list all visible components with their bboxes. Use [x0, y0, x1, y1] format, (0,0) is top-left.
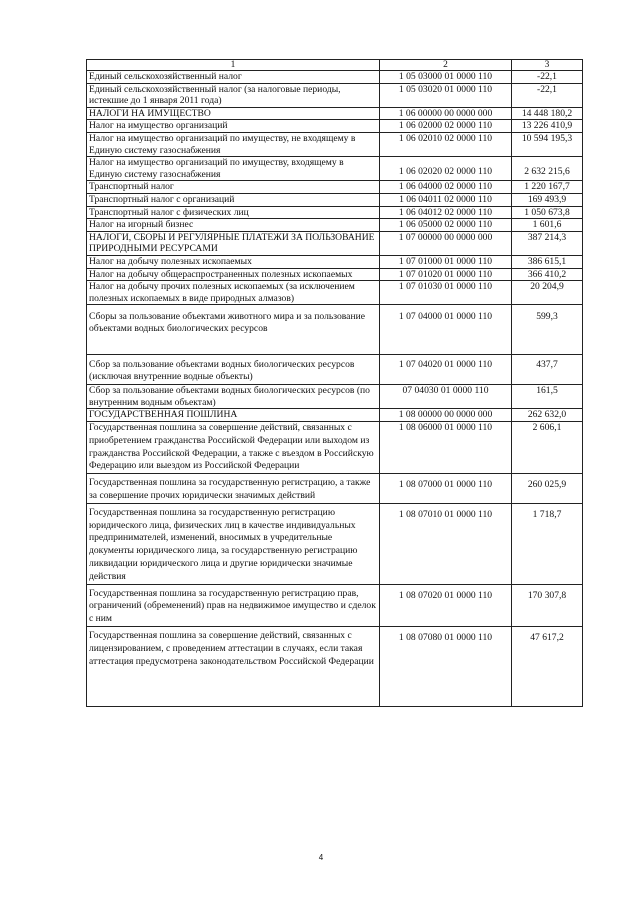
- row-name: Государственная пошлина за совершение действий, связанных с лицензированием, с проведением аттестации в случаях, если такая аттестация предусмотрена законодательством Российской Федерации: [87, 627, 380, 707]
- row-name: Налог на добычу полезных ископаемых: [87, 255, 380, 268]
- row-name: Государственная пошлина за государственную регистрацию прав, ограничений (обременений) прав на недвижимое имущество и сделок с ним: [87, 584, 380, 626]
- row-code: 1 06 02000 02 0000 110: [380, 120, 512, 133]
- row-value: 387 214,3: [512, 231, 583, 255]
- row-name: Налог на игорный бизнес: [87, 219, 380, 232]
- table-row: [87, 83, 583, 107]
- table-row: [87, 255, 583, 268]
- table-row: [87, 422, 583, 474]
- row-code: 1 06 05000 02 0000 110: [380, 219, 512, 232]
- table-row: [87, 627, 583, 707]
- row-name: ГОСУДАРСТВЕННАЯ ПОШЛИНА: [87, 409, 380, 422]
- row-name: НАЛОГИ НА ИМУЩЕСТВО: [87, 107, 380, 120]
- row-value: 14 448 180,2: [512, 107, 583, 120]
- row-value: 437,7: [512, 355, 583, 385]
- row-code: 1 08 06000 01 0000 110: [380, 422, 512, 474]
- row-value: 161,5: [512, 385, 583, 409]
- header-col-1: 1: [87, 60, 380, 71]
- row-code: 1 07 01020 01 0000 110: [380, 268, 512, 281]
- row-name: Налог на добычу общераспространенных полезных ископаемых: [87, 268, 380, 281]
- row-code: 1 07 01000 01 0000 110: [380, 255, 512, 268]
- row-name: Государственная пошлина за совершение действий, связанных с приобретением гражданства Российской Федерации или выходом из гражданства Российской Федерации, а также с въездом в Российскую Федерацию или выездом из Российской Федерации: [87, 422, 380, 474]
- row-code: 1 05 03000 01 0000 110: [380, 71, 512, 84]
- row-code: 1 07 00000 00 0000 000: [380, 231, 512, 255]
- row-value: 366 410,2: [512, 268, 583, 281]
- row-name: НАЛОГИ, СБОРЫ И РЕГУЛЯРНЫЕ ПЛАТЕЖИ ЗА ПОЛЬЗОВАНИЕ ПРИРОДНЫМИ РЕСУРСАМИ: [87, 231, 380, 255]
- row-code: 1 07 04000 01 0000 110: [380, 305, 512, 355]
- row-name: Транспортный налог: [87, 181, 380, 194]
- row-value: 262 632,0: [512, 409, 583, 422]
- row-code: 1 06 02020 02 0000 110: [380, 157, 512, 181]
- row-name: Государственная пошлина за государственную регистрацию юридического лица, физических лиц в качестве индивидуальных предпринимателей, изменений, вносимых в учредительные документы юридического лица, за государственную регистрацию ликвидации юридического лица и другие юридически значимые действия: [87, 503, 380, 584]
- table-row: [87, 157, 583, 181]
- budget-revenue-table: [86, 59, 583, 707]
- row-value: 386 615,1: [512, 255, 583, 268]
- row-code: 07 04030 01 0000 110: [380, 385, 512, 409]
- row-value: 169 493,9: [512, 193, 583, 206]
- row-code: 1 06 04000 02 0000 110: [380, 181, 512, 194]
- row-code: 1 06 04011 02 0000 110: [380, 193, 512, 206]
- table-row: [87, 206, 583, 219]
- table-row: [87, 584, 583, 626]
- table-row: [87, 355, 583, 385]
- row-code: 1 08 00000 00 0000 000: [380, 409, 512, 422]
- row-name: Единый сельскохозяйственный налог (за налоговые периоды, истекшие до 1 января 2011 года): [87, 83, 380, 107]
- row-value: 1 220 167,7: [512, 181, 583, 194]
- row-value: -22,1: [512, 83, 583, 107]
- row-code: 1 07 01030 01 0000 110: [380, 281, 512, 305]
- table-row: [87, 281, 583, 305]
- row-name: Сбор за пользование объектами водных биологических ресурсов (по внутренним водным объектам): [87, 385, 380, 409]
- row-value: 2 632 215,6: [512, 157, 583, 181]
- table-row: [87, 503, 583, 584]
- row-name: Сбор за пользование объектами водных биологических ресурсов (исключая внутренние водные объекты): [87, 355, 380, 385]
- table-row: [87, 409, 583, 422]
- table-header-row: [87, 60, 583, 71]
- table-row: [87, 219, 583, 232]
- row-value: 10 594 195,3: [512, 132, 583, 156]
- row-code: 1 08 07080 01 0000 110: [380, 627, 512, 707]
- row-code: 1 07 04020 01 0000 110: [380, 355, 512, 385]
- row-name: Государственная пошлина за государственную регистрацию, а также за совершение прочих юридически значимых действий: [87, 474, 380, 504]
- row-name: Транспортный налог с организаций: [87, 193, 380, 206]
- row-name: Сборы за пользование объектами животного мира и за пользование объектами водных биологических ресурсов: [87, 305, 380, 355]
- table-row: [87, 120, 583, 133]
- row-value: 13 226 410,9: [512, 120, 583, 133]
- header-col-3: 3: [512, 60, 583, 71]
- table-row: [87, 181, 583, 194]
- table-row: [87, 305, 583, 355]
- table-row: [87, 71, 583, 84]
- row-name: Налог на добычу прочих полезных ископаемых (за исключением полезных ископаемых в виде природных алмазов): [87, 281, 380, 305]
- row-code: 1 08 07000 01 0000 110: [380, 474, 512, 504]
- table-row: [87, 474, 583, 504]
- row-value: 170 307,8: [512, 584, 583, 626]
- row-name: Налог на имущество организаций по имуществу, не входящему в Единую систему газоснабжения: [87, 132, 380, 156]
- table-row: [87, 231, 583, 255]
- table-row: [87, 193, 583, 206]
- row-value: 260 025,9: [512, 474, 583, 504]
- row-value: 2 606,1: [512, 422, 583, 474]
- row-value: 1 050 673,8: [512, 206, 583, 219]
- row-code: 1 06 00000 00 0000 000: [380, 107, 512, 120]
- row-name: Транспортный налог с физических лиц: [87, 206, 380, 219]
- row-name: Налог на имущество организаций по имуществу, входящему в Единую систему газоснабжения: [87, 157, 380, 181]
- row-name: Налог на имущество организаций: [87, 120, 380, 133]
- row-name: Единый сельскохозяйственный налог: [87, 71, 380, 84]
- row-code: 1 06 02010 02 0000 110: [380, 132, 512, 156]
- page-number: 4: [318, 853, 324, 862]
- table-row: [87, 385, 583, 409]
- row-value: 20 204,9: [512, 281, 583, 305]
- row-value: 1 601,6: [512, 219, 583, 232]
- row-value: -22,1: [512, 71, 583, 84]
- row-code: 1 08 07010 01 0000 110: [380, 503, 512, 584]
- row-code: 1 06 04012 02 0000 110: [380, 206, 512, 219]
- row-value: 599,3: [512, 305, 583, 355]
- header-col-2: 2: [380, 60, 512, 71]
- row-code: 1 05 03020 01 0000 110: [380, 83, 512, 107]
- table-row: [87, 132, 583, 156]
- row-value: 1 718,7: [512, 503, 583, 584]
- table-row: [87, 268, 583, 281]
- table-row: [87, 107, 583, 120]
- row-code: 1 08 07020 01 0000 110: [380, 584, 512, 626]
- row-value: 47 617,2: [512, 627, 583, 707]
